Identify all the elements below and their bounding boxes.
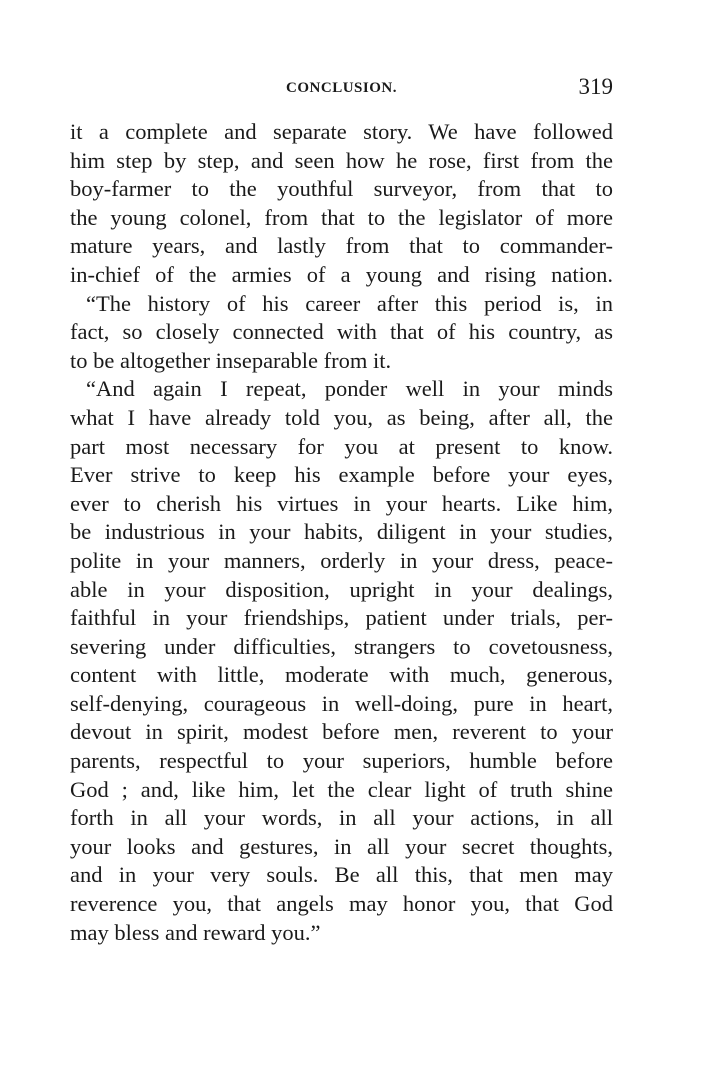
text-line: the young colonel, from that to the legislator of more: [70, 204, 613, 230]
text-line: to be altogether inseparable from it.: [70, 347, 392, 373]
text-line: content with little, moderate with much, generous,: [70, 662, 613, 688]
text-line: able in your disposition, upright in your dealings,: [70, 576, 613, 602]
text-line: Ever strive to keep his example before your eyes,: [70, 462, 613, 488]
text-line: him step by step, and seen how he rose, first from the: [70, 147, 613, 173]
text-line: and in your very souls. Be all this, that men may: [70, 862, 613, 888]
text-line: part most necessary for you at present to know.: [70, 433, 613, 459]
text-line: it a complete and separate story. We have followed: [70, 119, 613, 144]
text-line: faithful in your friendships, patient under trials, per-: [70, 605, 613, 631]
text-line: in-chief of the armies of a young and rising nation.: [70, 261, 613, 287]
text-line: mature years, and lastly from that to commander-: [70, 233, 613, 259]
text-line: may bless and reward you.”: [70, 919, 321, 945]
text-line: devout in spirit, modest before men, reverent to your: [70, 719, 613, 745]
text-line: be industrious in your habits, diligent in your studies,: [70, 519, 613, 545]
page-number: 319: [578, 74, 613, 99]
text-line: your looks and gestures, in all your secret thoughts,: [70, 833, 613, 859]
text-line: polite in your manners, orderly in your dress, peace-: [70, 547, 613, 573]
text-line: self-denying, courageous in well-doing, pure in heart,: [70, 690, 613, 716]
text-line: what I have already told you, as being, after all, the: [70, 404, 613, 430]
text-line: boy-farmer to the youthful surveyor, from that to: [70, 176, 613, 202]
text-line: reverence you, that angels may honor you, that God: [70, 891, 613, 917]
text-line: God ; and, like him, let the clear light of truth shine: [70, 776, 613, 802]
text-line: “The history of his career after this period is, in: [86, 290, 613, 316]
running-head: CONCLUSION.: [286, 80, 397, 96]
text-line: “And again I repeat, ponder well in your minds: [86, 376, 613, 402]
text-line: ever to cherish his virtues in your hearts. Like him,: [70, 490, 613, 516]
text-line: forth in all your words, in all your actions, in all: [70, 805, 613, 831]
page-header: [70, 74, 613, 102]
text-line: parents, respectful to your superiors, humble before: [70, 748, 613, 774]
text-line: fact, so closely connected with that of his country, as: [70, 319, 613, 345]
body-text: [70, 118, 613, 947]
text-line: severing under difficulties, strangers to covetousness,: [70, 633, 613, 659]
